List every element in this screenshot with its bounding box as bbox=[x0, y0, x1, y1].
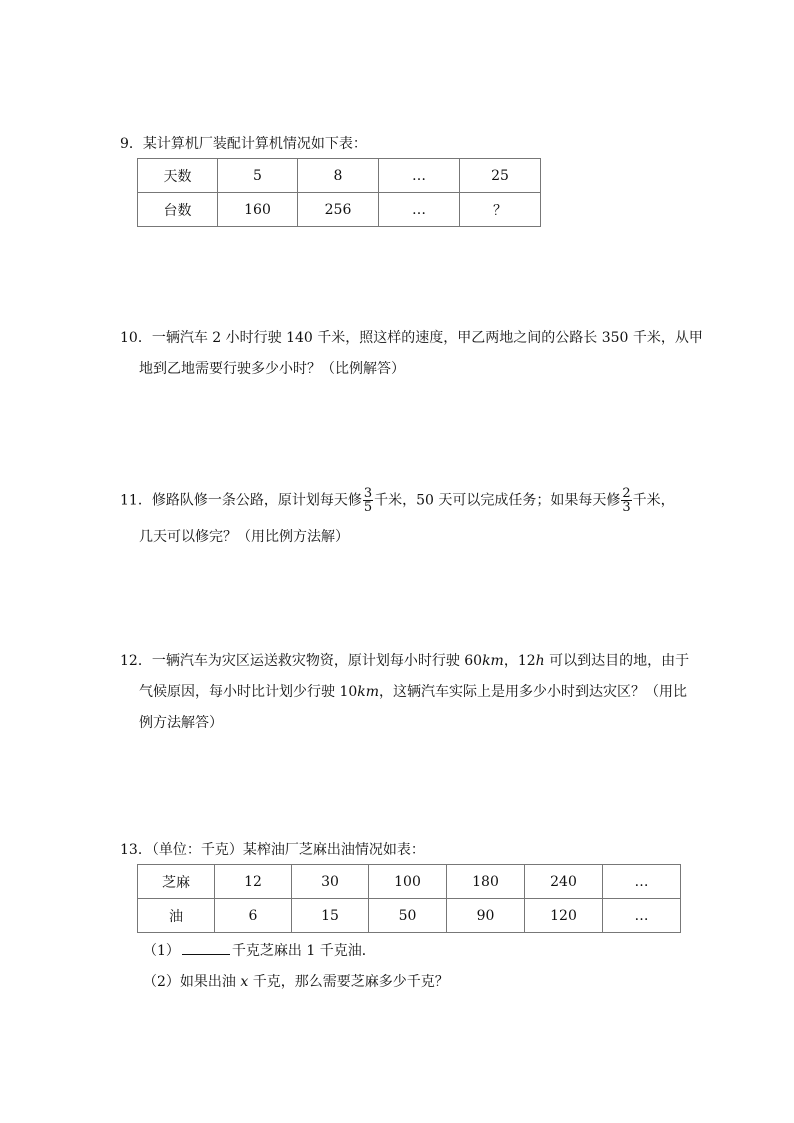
table-cell: 油 bbox=[138, 899, 215, 933]
table-cell: 5 bbox=[218, 159, 298, 193]
table-cell: 180 bbox=[447, 865, 525, 899]
fraction-numerator: 3 bbox=[363, 486, 373, 501]
question-13-sub-2 bbox=[143, 972, 449, 992]
table-cell: 6 bbox=[215, 899, 292, 933]
table-cell: 25 bbox=[460, 159, 541, 193]
question-12-text-a: 12．一辆汽车为灾区运送救灾物资，原计划每小时行驶 60 bbox=[120, 653, 483, 669]
question-10-line-2: 地到乙地需要行驶多少小时？（比例解答） bbox=[139, 361, 405, 377]
question-11-line-2: 几天可以修完？（用比例方法解） bbox=[139, 529, 349, 545]
table-cell: 芝麻 bbox=[138, 865, 215, 899]
table-cell: 120 bbox=[525, 899, 603, 933]
question-11-text-a: 11．修路队修一条公路，原计划每天修 bbox=[120, 492, 362, 509]
fraction-numerator: 2 bbox=[622, 486, 631, 501]
table-cell: 90 bbox=[447, 899, 525, 933]
table-cell: … bbox=[603, 899, 681, 933]
variable-x: x bbox=[240, 974, 249, 990]
question-13-text: 13．（单位：千克）某榨油厂芝麻出油情况如表： bbox=[120, 842, 425, 858]
computer-assembly-table bbox=[137, 158, 541, 227]
question-11-text-b: 千米，50 天可以完成任务；如果每天修 bbox=[374, 492, 621, 509]
question-12-line-2 bbox=[139, 682, 687, 702]
table-cell: 100 bbox=[369, 865, 447, 899]
question-12-text-e: ，这辆汽车实际上是用多少小时到达灾区？（用比 bbox=[379, 684, 688, 700]
sesame-oil-table bbox=[137, 864, 681, 933]
table-cell: 天数 bbox=[138, 159, 218, 193]
fraction-denominator: 3 bbox=[622, 500, 631, 515]
table-cell: 240 bbox=[525, 865, 603, 899]
table-cell: 50 bbox=[369, 899, 447, 933]
table-row bbox=[138, 865, 681, 899]
question-11-line-1 bbox=[120, 487, 675, 514]
table-cell: … bbox=[379, 193, 460, 227]
question-11-text-c: 千米， bbox=[632, 492, 675, 509]
table-cell: 15 bbox=[292, 899, 369, 933]
table-cell: 台数 bbox=[138, 193, 218, 227]
table-cell: 30 bbox=[292, 865, 369, 899]
question-12-text-d: 气候原因，每小时比计划少行驶 10 bbox=[139, 684, 358, 700]
table-cell: ？ bbox=[460, 193, 541, 227]
table-cell: 256 bbox=[298, 193, 379, 227]
unit-h: h bbox=[535, 653, 545, 669]
table-cell: … bbox=[379, 159, 460, 193]
sub-2-text-b: 千克，那么需要芝麻多少千克？ bbox=[248, 974, 449, 990]
question-13-sub-1 bbox=[143, 940, 376, 961]
table-cell: 12 bbox=[215, 865, 292, 899]
fraction-three-fifths bbox=[363, 487, 373, 514]
question-12-line-1 bbox=[120, 651, 689, 671]
fraction-two-thirds bbox=[621, 487, 631, 514]
table-cell: … bbox=[603, 865, 681, 899]
answer-blank[interactable] bbox=[182, 940, 230, 955]
sub-1-text: 千克芝麻出 1 千克油． bbox=[231, 943, 376, 959]
unit-km: km bbox=[357, 684, 380, 700]
unit-km: km bbox=[482, 653, 504, 669]
table-cell: 160 bbox=[218, 193, 298, 227]
table-row bbox=[138, 899, 681, 933]
table-row bbox=[138, 193, 541, 227]
table-cell: 8 bbox=[298, 159, 379, 193]
sub-2-text-a: （2）如果出油 bbox=[143, 974, 241, 990]
question-12-text-b: ，12 bbox=[503, 653, 536, 669]
question-12-line-3: 例方法解答） bbox=[139, 715, 223, 731]
question-12-text-c: 可以到达目的地，由于 bbox=[544, 653, 690, 669]
table-row bbox=[138, 159, 541, 193]
question-10-line-1: 10．一辆汽车 2 小时行驶 140 千米，照这样的速度，甲乙两地之间的公路长 350 千米，从甲 bbox=[120, 330, 703, 346]
question-9-text: 9．某计算机厂装配计算机情况如下表： bbox=[120, 136, 367, 152]
fraction-denominator: 5 bbox=[363, 500, 373, 515]
sub-1-label: （1） bbox=[143, 943, 180, 959]
